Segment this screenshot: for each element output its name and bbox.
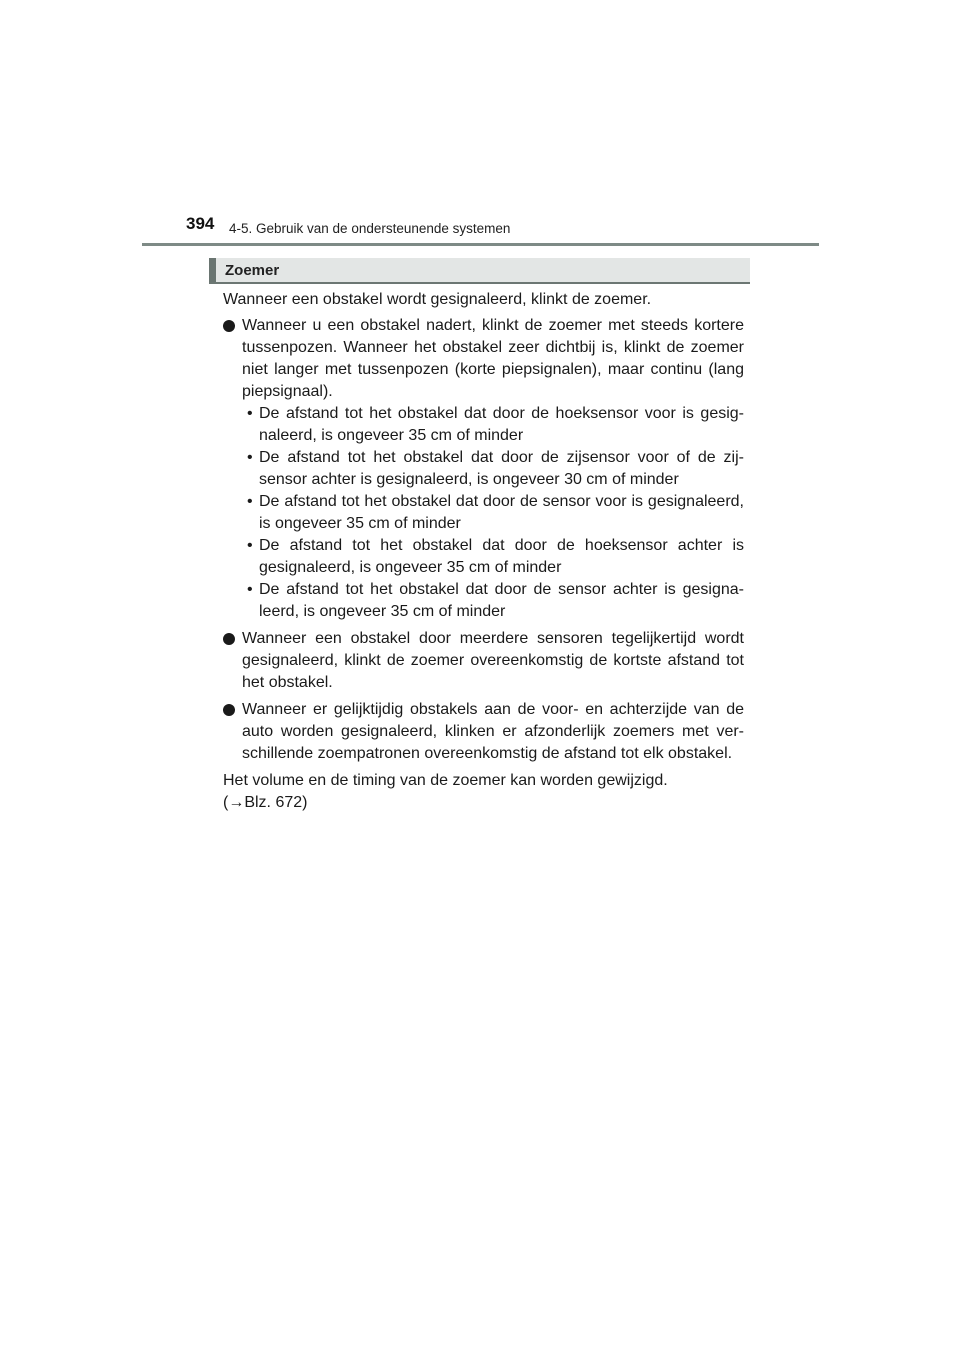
sub-item-text: De afstand tot het obstakel dat door de hoeksensor achter is gesignaleerd, is ongeveer 35 cm of minder: [259, 537, 744, 576]
sub-item-text: De afstand tot het obstakel dat door de hoeksensor voor is gesignaleerd, is ongeveer 35 cm of minder: [259, 405, 744, 444]
sub-bullet-icon: •: [247, 537, 253, 554]
bullet-item: [223, 699, 744, 765]
bullet-item: [223, 628, 744, 694]
bullet-text: Wanneer een obstakel door meerdere sensoren tegelijkertijd wordt gesignaleerd, klinkt de zoemer overeenkomstig de kortste afstand tot het obstakel.: [242, 630, 744, 691]
bullet-text: Wanneer u een obstakel nadert, klinkt de zoemer met steeds kortere tussenpozen. Wanneer het obstakel zeer dichtbij is, klinkt de zoemer niet langer met tussenpozen (korte piepsignalen), maar continu (lang piepsignaal).: [242, 317, 744, 400]
intro-paragraph: Wanneer een obstakel wordt gesignaleerd, klinkt de zoemer.: [223, 291, 652, 308]
outro-paragraph: Het volume en de timing van de zoemer kan worden gewijzigd.: [223, 772, 668, 789]
sub-item-text: De afstand tot het obstakel dat door de sensor achter is gesignaleerd, is ongeveer 35 cm of minder: [259, 581, 744, 620]
bullet-dot-icon: [223, 320, 235, 332]
sub-list-item: [242, 535, 744, 579]
sub-list-item: [242, 403, 744, 447]
bullet-item: [223, 315, 744, 623]
page-number: 394: [186, 214, 215, 233]
sub-bullet-icon: •: [247, 493, 253, 510]
sub-item-text: De afstand tot het obstakel dat door de zijsensor voor of de zijsensor achter is gesignaleerd, is ongeveer 30 cm of minder: [259, 449, 744, 488]
sub-bullet-icon: •: [247, 405, 253, 422]
sub-item-text: De afstand tot het obstakel dat door de sensor voor is gesignaleerd, is ongeveer 35 cm of minder: [259, 493, 744, 532]
sub-list-item: [242, 491, 744, 535]
sub-bullet-icon: •: [247, 581, 253, 598]
body-content: [223, 289, 744, 814]
sub-bullet-icon: •: [247, 449, 253, 466]
bullet-dot-icon: [223, 633, 235, 645]
subhead-banner: [209, 258, 750, 284]
bullet-text: Wanneer er gelijktijdig obstakels aan de voor- en achterzijde van de auto worden gesignaleerd, klinken er afzonderlijk zoemers met verschillende zoempatronen overeenkomstig de afstand tot elk obstakel.: [242, 701, 744, 762]
header-rule: [142, 243, 819, 246]
subhead-accent-bar: [209, 258, 216, 282]
subhead-title: Zoemer: [225, 262, 280, 279]
sub-list-item: [242, 579, 744, 623]
section-title: 4-5. Gebruik van de ondersteunende systemen: [229, 221, 511, 236]
sub-list-item: [242, 447, 744, 491]
bullet-dot-icon: [223, 704, 235, 716]
page-reference-link[interactable]: (→Blz. 672): [223, 794, 308, 811]
sub-list: [242, 403, 744, 623]
